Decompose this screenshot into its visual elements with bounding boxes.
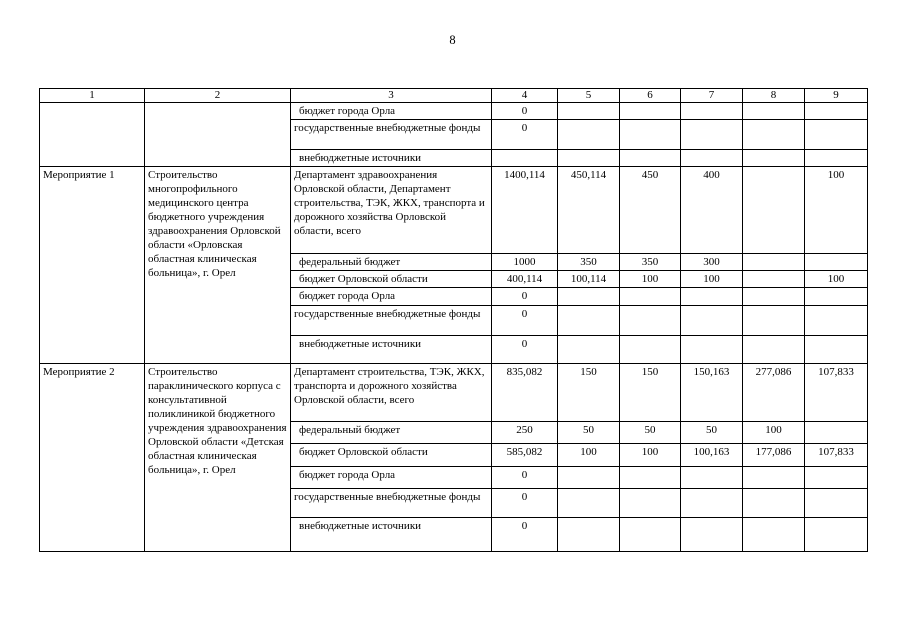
value-cell (805, 254, 868, 271)
value-cell (620, 306, 681, 336)
column-header: 1 (40, 89, 145, 103)
value-cell: 400 (681, 167, 743, 254)
value-cell: 450 (620, 167, 681, 254)
value-cell (805, 467, 868, 489)
value-cell (743, 306, 805, 336)
value-cell: 0 (492, 489, 558, 518)
value-cell: 107,833 (805, 444, 868, 467)
value-cell: 1400,114 (492, 167, 558, 254)
value-cell: 100 (558, 444, 620, 467)
program-table (39, 88, 868, 552)
value-cell: 400,114 (492, 271, 558, 288)
value-cell (805, 336, 868, 364)
value-cell (558, 518, 620, 552)
funding-source-cell: бюджет Орловской области (291, 444, 492, 467)
value-cell: 0 (492, 120, 558, 150)
value-cell (558, 489, 620, 518)
value-cell: 350 (620, 254, 681, 271)
value-cell: 100 (805, 271, 868, 288)
value-cell (681, 120, 743, 150)
value-cell: 100 (805, 167, 868, 254)
value-cell: 585,082 (492, 444, 558, 467)
value-cell (743, 150, 805, 167)
measure-name-cell: Строительство многопрофильного медицинского центра бюджетного учреждения здравоохранения Орловской области «Орловская областная клиническая больница», г. Орел (145, 167, 291, 364)
value-cell: 150 (620, 364, 681, 422)
funding-source-cell: бюджет города Орла (291, 103, 492, 120)
funding-source-cell: государственные внебюджетные фонды (291, 120, 492, 150)
funding-source-cell: бюджет города Орла (291, 467, 492, 489)
value-cell: 0 (492, 288, 558, 306)
measure-name-cell (145, 103, 291, 167)
value-cell (805, 518, 868, 552)
value-cell (743, 167, 805, 254)
value-cell (743, 467, 805, 489)
value-cell (681, 336, 743, 364)
measure-name-cell: Строительство параклинического корпуса с консультативной поликлиникой бюджетного учреждения здравоохранения Орловской области «Детская областная клиническая больница», г. Орел (145, 364, 291, 552)
value-cell (743, 254, 805, 271)
value-cell: 0 (492, 306, 558, 336)
value-cell: 100,163 (681, 444, 743, 467)
value-cell (681, 103, 743, 120)
funding-source-cell: федеральный бюджет (291, 422, 492, 444)
value-cell (558, 150, 620, 167)
value-cell (681, 306, 743, 336)
funding-source-cell: федеральный бюджет (291, 254, 492, 271)
value-cell (681, 288, 743, 306)
measure-id-cell: Мероприятие 2 (40, 364, 145, 552)
value-cell: 50 (558, 422, 620, 444)
value-cell: 100 (620, 271, 681, 288)
value-cell: 100,114 (558, 271, 620, 288)
value-cell (620, 518, 681, 552)
value-cell: 0 (492, 467, 558, 489)
funding-source-cell: государственные внебюджетные фонды (291, 306, 492, 336)
column-header: 2 (145, 89, 291, 103)
value-cell: 277,086 (743, 364, 805, 422)
value-cell: 250 (492, 422, 558, 444)
value-cell (743, 518, 805, 552)
column-header: 5 (558, 89, 620, 103)
column-header: 7 (681, 89, 743, 103)
value-cell (492, 150, 558, 167)
funding-source-cell: государственные внебюджетные фонды (291, 489, 492, 518)
value-cell (681, 150, 743, 167)
value-cell (558, 103, 620, 120)
column-number-row (40, 89, 868, 103)
value-cell (620, 467, 681, 489)
value-cell: 150,163 (681, 364, 743, 422)
value-cell (805, 489, 868, 518)
funding-source-cell: бюджет Орловской области (291, 271, 492, 288)
column-header: 6 (620, 89, 681, 103)
column-header: 8 (743, 89, 805, 103)
column-header: 9 (805, 89, 868, 103)
value-cell: 100 (743, 422, 805, 444)
value-cell: 0 (492, 518, 558, 552)
funding-source-cell: внебюджетные источники (291, 336, 492, 364)
value-cell (620, 150, 681, 167)
value-cell: 0 (492, 336, 558, 364)
value-cell (743, 336, 805, 364)
value-cell (805, 422, 868, 444)
value-cell: 150 (558, 364, 620, 422)
column-header: 4 (492, 89, 558, 103)
value-cell (558, 288, 620, 306)
measure-id-cell: Мероприятие 1 (40, 167, 145, 364)
column-header: 3 (291, 89, 492, 103)
table-row (40, 364, 868, 422)
value-cell (558, 336, 620, 364)
value-cell (805, 150, 868, 167)
value-cell (805, 103, 868, 120)
value-cell: 0 (492, 103, 558, 120)
value-cell: 177,086 (743, 444, 805, 467)
value-cell: 50 (681, 422, 743, 444)
table-row (40, 167, 868, 254)
value-cell (743, 288, 805, 306)
value-cell (558, 120, 620, 150)
value-cell (558, 467, 620, 489)
value-cell: 107,833 (805, 364, 868, 422)
value-cell (558, 306, 620, 336)
value-cell (620, 120, 681, 150)
value-cell (681, 467, 743, 489)
value-cell: 100 (620, 444, 681, 467)
value-cell: 300 (681, 254, 743, 271)
table-row (40, 103, 868, 120)
funding-source-cell: Департамент здравоохранения Орловской области, Департамент строительства, ТЭК, ЖКХ, транспорта и дорожного хозяйства Орловской области, всего (291, 167, 492, 254)
value-cell: 1000 (492, 254, 558, 271)
value-cell: 450,114 (558, 167, 620, 254)
value-cell (620, 336, 681, 364)
value-cell (805, 288, 868, 306)
value-cell: 100 (681, 271, 743, 288)
value-cell (805, 120, 868, 150)
value-cell: 50 (620, 422, 681, 444)
funding-source-cell: Департамент строительства, ТЭК, ЖКХ, транспорта и дорожного хозяйства Орловской области, всего (291, 364, 492, 422)
page-number: 8 (449, 33, 456, 47)
value-cell (743, 489, 805, 518)
measure-id-cell (40, 103, 145, 167)
value-cell (743, 271, 805, 288)
value-cell (805, 306, 868, 336)
value-cell (743, 103, 805, 120)
funding-source-cell: бюджет города Орла (291, 288, 492, 306)
value-cell (743, 120, 805, 150)
value-cell (620, 103, 681, 120)
value-cell (681, 489, 743, 518)
funding-source-cell: внебюджетные источники (291, 518, 492, 552)
value-cell: 835,082 (492, 364, 558, 422)
funding-source-cell: внебюджетные источники (291, 150, 492, 167)
value-cell: 350 (558, 254, 620, 271)
value-cell (681, 518, 743, 552)
value-cell (620, 489, 681, 518)
value-cell (620, 288, 681, 306)
